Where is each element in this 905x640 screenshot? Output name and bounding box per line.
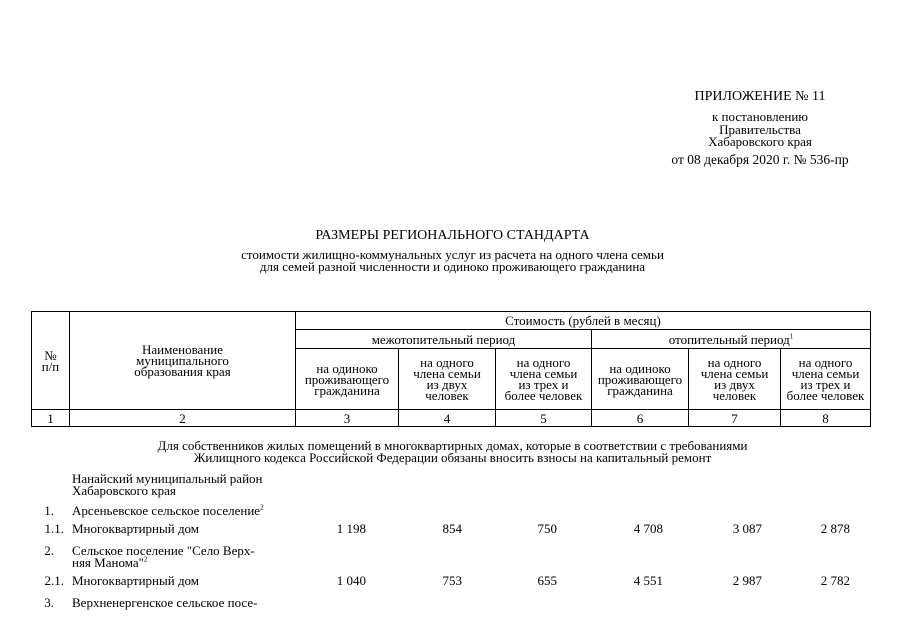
col-three-line4: более человек <box>504 388 583 403</box>
col-two-heating-line4: человек <box>712 388 757 403</box>
row-number: 1.1. <box>44 521 64 536</box>
col-three-line2: члена семьи <box>509 366 578 381</box>
government-text: Правительства <box>719 122 801 137</box>
value-cell: 854 <box>442 521 462 536</box>
row-number: 1. <box>44 503 54 518</box>
col-number: 6 <box>592 410 689 427</box>
col-name-header-line2: муниципального <box>136 353 229 368</box>
value-cell: 2 878 <box>820 521 850 536</box>
row-number: 2. <box>44 543 54 558</box>
interheating-period-header: межотопительный период <box>296 330 592 349</box>
col-single-line3: гражданина <box>314 382 380 398</box>
cost-header: Стоимость (рублей в месяц) <box>296 312 871 330</box>
to-decree-text: к постановлению <box>711 109 809 124</box>
value-cell: 655 <box>537 573 557 588</box>
document-subtitle-line2: для семей разной численности и одиноко проживающего гражданина <box>259 259 646 274</box>
col-number: 5 <box>496 410 592 427</box>
col-number: 7 <box>689 410 781 427</box>
value-cell: 1 040 <box>336 573 366 588</box>
col-two-heating-line1: на одного <box>707 355 762 370</box>
col-three-line1: на одного <box>516 355 571 370</box>
col-two-heating-header <box>689 349 781 410</box>
col-two-line3: из двух <box>426 377 468 392</box>
decree-date: от 08 декабря 2020 г. № 536-пр <box>671 152 849 167</box>
row-number: 3. <box>44 595 54 610</box>
value-cell: 2 782 <box>820 573 850 588</box>
col-single-line1: на одиноко <box>316 360 378 376</box>
section-heading-line2: Жилищного кодекса Российской Федерации обязаны вносить взносы на капитальный ремонт <box>193 450 712 465</box>
col-two-line1: на одного <box>420 355 474 370</box>
col-three-heating-line4: более человек <box>786 388 865 403</box>
col-number: 1 <box>32 410 70 427</box>
document-title: РАЗМЕРЫ РЕГИОНАЛЬНОГО СТАНДАРТА <box>315 228 590 243</box>
col-three-heating-line3: из трех и <box>800 377 851 392</box>
footnote-1-mark: 1 <box>789 332 794 341</box>
col-single-heating-header <box>592 349 689 410</box>
col-three-header <box>496 349 592 410</box>
heating-period-header <box>592 330 871 349</box>
footnote-2-mark: 2 <box>260 503 264 512</box>
col-two-line2: члена семьи <box>413 366 481 381</box>
col-three-heating-header <box>781 349 871 410</box>
document-subtitle-line1: стоимости жилищно-коммунальных услуг из расчета на одного члена семьи <box>241 247 664 262</box>
col-name-header-line1: Наименование <box>142 342 223 357</box>
value-cell: 750 <box>537 521 557 536</box>
col-three-heating-line1: на одного <box>798 355 853 370</box>
col-single-header <box>296 349 399 410</box>
col-two-heating-line2: члена семьи <box>700 366 769 381</box>
col-num-header-line2: п/п <box>41 358 60 374</box>
district-name-line2: Хабаровского края <box>72 483 176 498</box>
appendix-title: ПРИЛОЖЕНИЕ № 11 <box>694 89 826 104</box>
row-number: 2.1. <box>44 573 64 588</box>
col-three-line3: из трех и <box>518 377 569 392</box>
heating-period-label: отопительный период <box>668 331 790 347</box>
standard-table-header <box>31 311 871 427</box>
row-name-text: няя Манома" <box>72 555 144 570</box>
value-cell: 753 <box>442 573 462 588</box>
value-cell: 3 087 <box>732 521 762 536</box>
section-heading-line1: Для собственников жилых помещений в многоквартирных домах, которые в соответствии с требованиями <box>157 438 748 453</box>
row-name: Многоквартирный дом <box>72 573 200 588</box>
value-cell: 2 987 <box>732 573 762 588</box>
row-name <box>72 505 297 517</box>
col-num-header-line1: № <box>44 347 57 363</box>
col-three-heating-line2: члена семьи <box>791 366 860 381</box>
col-number: 3 <box>296 410 399 427</box>
col-two-header <box>399 349 496 410</box>
col-number: 2 <box>70 410 296 427</box>
col-two-heating-line3: из двух <box>714 377 755 392</box>
col-num-header <box>32 312 70 410</box>
col-name-header <box>70 312 296 410</box>
row-name-text: Арсеньевское сельское поселение <box>72 503 261 518</box>
value-cell: 4 551 <box>633 573 663 588</box>
footnote-2-mark: 2 <box>143 555 148 564</box>
col-number: 4 <box>399 410 496 427</box>
col-number: 8 <box>781 410 871 427</box>
col-single-heating-line3: гражданина <box>607 382 673 398</box>
row-name: Многоквартирный дом <box>72 521 200 536</box>
row-name-line1: Сельское поселение "Село Верх- <box>72 543 255 558</box>
col-two-line4: человек <box>425 388 469 403</box>
region-text: Хабаровского края <box>708 134 812 149</box>
col-single-line2: проживающего <box>304 371 390 387</box>
row-name: Верхненергенское сельское посе- <box>72 595 258 610</box>
value-cell: 1 198 <box>336 521 366 536</box>
row-name-line2 <box>72 557 297 569</box>
col-single-heating-line1: на одиноко <box>609 360 671 376</box>
col-single-heating-line2: проживающего <box>597 371 683 387</box>
value-cell: 4 708 <box>633 521 663 536</box>
district-name-line1: Нанайский муниципальный район <box>72 471 263 486</box>
col-name-header-line3: образования края <box>134 364 231 379</box>
